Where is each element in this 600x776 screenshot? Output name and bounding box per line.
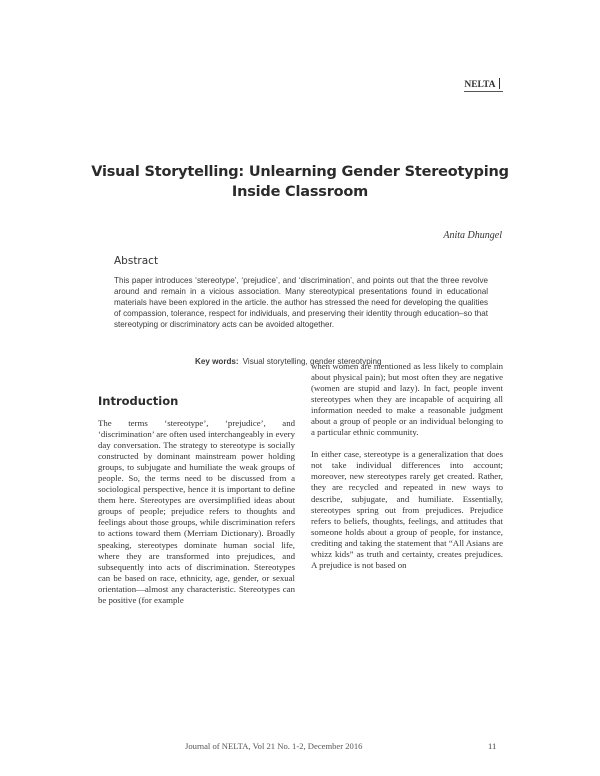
header-rule <box>499 78 501 89</box>
title-line-2: Inside Classroom <box>231 184 369 200</box>
journal-footer: Journal of NELTA, Vol 21 No. 1-2, December 2016 <box>185 741 363 751</box>
body-paragraph: In either case, stereotype is a generalization that does not take individual differences into account; moreover, new stereotypes rarely get created. Rather, they are recycled and repeated in new ways to describe, subjugate, and humiliate. Essentially, stereotypes spring out from prejudices. Prejudice refers to beliefs, thoughts, feelings, and attitudes that someone holds about a group of people, for instance, crediting and taking the statement that “All Asians are whizz kids” as truth and certainty, creates prejudices. A prejudice is not based on <box>311 449 503 570</box>
abstract-heading: Abstract <box>114 255 159 267</box>
running-header <box>464 78 503 92</box>
keywords-value: Visual storytelling, gender stereotyping <box>242 357 382 366</box>
column-left <box>98 418 295 606</box>
article-title <box>90 162 510 202</box>
journal-label: NELTA <box>464 80 496 90</box>
body-paragraph: The terms ‘stereotype’, ‘prejudice’, and ‘discrimination’ are often used interchangeably in every day conversation. The strategy to stereotype is socially constructed by dominant mainstream power holding groups, to subjugate and humiliate the weak groups of people. So, the terms need to be discussed from a sociological perspective, hence it is important to define them here. Stereotypes are oversimplified ideas about groups of people; prejudice refers to thoughts and feelings about those groups, while discrimination refers to actions toward them (Merriam Dictionary). Broadly speaking, stereotypes dominate human social life, where they are transformed into prejudices, and subsequently into acts of discrimination. Stereotypes can be based on race, ethnicity, age, gender, or sexual orientation—almost any characteristic. Stereotypes can be positive (for example <box>98 418 295 605</box>
column-right <box>311 361 503 571</box>
body-paragraph: when women are mentioned as less likely to complain about physical pain); but most often they are negative (women are stupid and lazy). In fact, people invent stereotypes when they are incapable of acquiring all information needed to make a reasonable judgment about a group of people or an individual belonging to a particular ethnic community. <box>311 361 503 438</box>
author-name: Anita Dhungel <box>443 230 502 241</box>
page-number: 11 <box>488 741 497 751</box>
abstract-text: This paper introduces ‘stereotype’, ‘prejudice’, and ‘discrimination’, and points out that the three revolve around and remain in a vicious association. Many stereotypical presentations found in educational materials have been explored in the article. the author has stressed the need for developing the qualities of compassion, tolerance, respect for individuals, and preserving their identity through education–so that stereotyping or discriminatory acts can be avoided altogether. <box>114 276 488 329</box>
title-line-1: Visual Storytelling: Unlearning Gender Stereotyping <box>91 164 509 180</box>
introduction-heading: Introduction <box>98 394 179 408</box>
keywords-label: Key words: <box>195 357 239 366</box>
